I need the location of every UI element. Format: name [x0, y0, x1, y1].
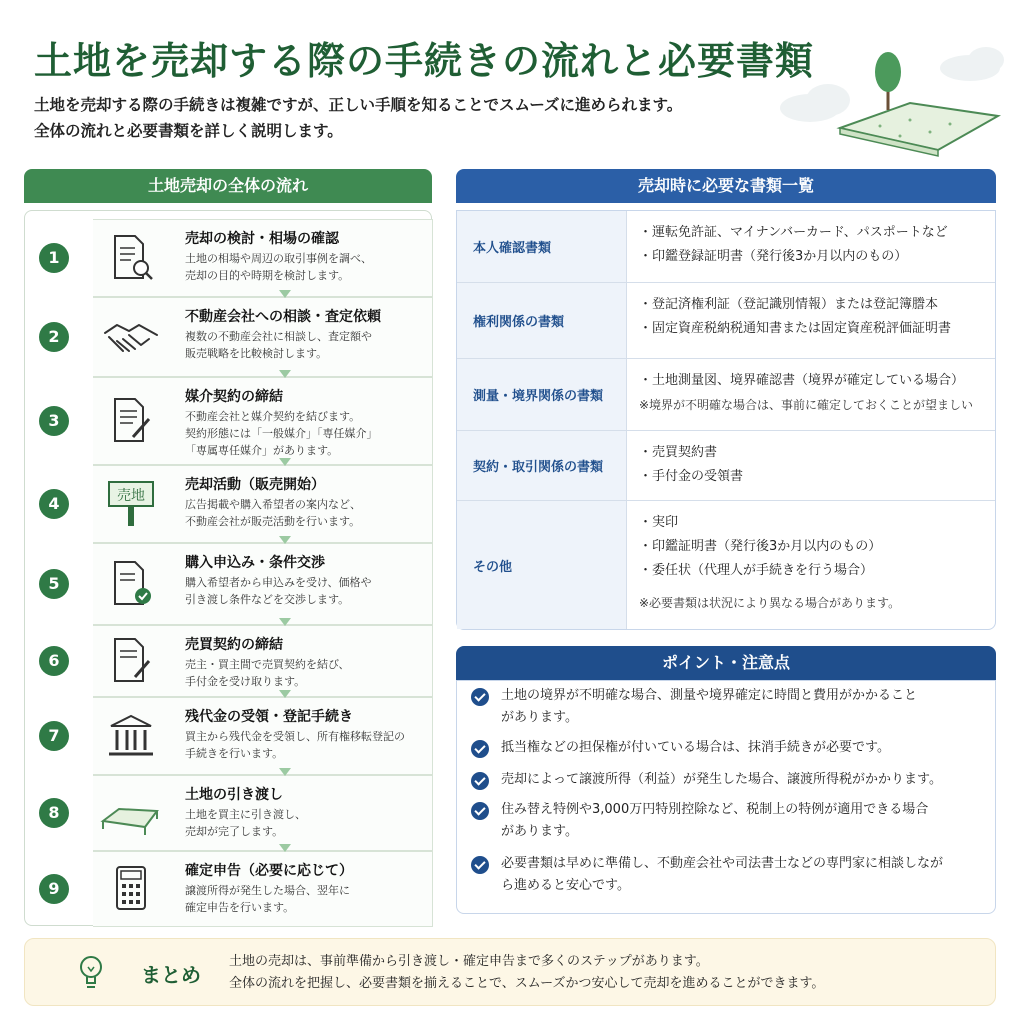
svg-text:売地: 売地	[117, 488, 145, 504]
doc-category: 契約・取引関係の書類	[457, 431, 627, 500]
step-title: 媒介契約の締結	[185, 389, 283, 405]
handshake-icon	[99, 311, 163, 363]
step-title: 土地の引き渡し	[185, 787, 283, 803]
point-item: 抵当権などの担保権が付いている場合は、抹消手続きが必要です。	[471, 737, 991, 759]
sale-sign-icon	[99, 478, 163, 530]
step-number: 1	[39, 243, 69, 273]
doc-items: ・土地測量図、境界確認書（境界が確定している場合） ※境界が不明確な場合は、事前に確定しておくことが望ましい	[639, 373, 974, 412]
flow-step-3	[48, 377, 433, 465]
doc-row	[457, 431, 995, 501]
step-desc: 買主から残代金を受領し、所有権移転登記の 手続きを行います。	[185, 730, 405, 760]
flow-step-4	[48, 465, 433, 543]
points-panel	[456, 680, 996, 914]
doc-row	[457, 211, 995, 283]
flow-arrow	[279, 290, 291, 298]
summary-label: まとめ	[141, 963, 201, 987]
contract-pen-icon	[99, 395, 163, 447]
flow-arrow	[279, 618, 291, 626]
flow-arrow	[279, 844, 291, 852]
step-desc: 複数の不動産会社に相談し、査定額や 販売戦略を比較検討します。	[185, 330, 372, 360]
flow-step-6	[48, 625, 433, 697]
step-desc: 土地を買主に引き渡し、 売却が完了します。	[185, 808, 306, 838]
points-heading: ポイント・注意点	[456, 646, 996, 680]
summary-text: 土地の売却は、事前準備から引き渡し・確定申告まで多くのステップがあります。 全体の流れを把握し、必要書類を揃えることで、スムーズかつ安心して売却を進めることができます。	[229, 954, 825, 991]
point-item: 土地の境界が不明確な場合、測量や境界確定に時間と費用がかかること があります。	[471, 685, 991, 729]
flow-step-9	[48, 851, 433, 927]
check-icon	[471, 772, 489, 790]
land-plot-icon	[99, 787, 163, 839]
doc-category: 本人確認書類	[457, 211, 627, 282]
step-desc: 不動産会社と媒介契約を結びます。 契約形態には「一般媒介」「専任媒介」 「専属専任媒介」があります。	[185, 410, 378, 457]
check-icon	[471, 740, 489, 758]
flow-step-2	[48, 297, 433, 377]
summary-panel	[24, 938, 996, 1006]
point-item: 住み替え特例や3,000万円特別控除など、税制上の特例が適用できる場合 があります。	[471, 799, 991, 843]
doc-items: ・実印 ・印鑑証明書（発行後3か月以内のもの） ・委任状（代理人が手続きを行う場合） ※必要書類は状況により異なる場合があります。	[639, 515, 901, 610]
point-item: 必要書類は早めに準備し、不動産会社や司法書士などの専門家に相談しなが ら進めると安心です。	[471, 853, 991, 897]
flow-steps	[48, 219, 433, 927]
check-icon	[471, 688, 489, 706]
intro-text	[34, 92, 682, 144]
doc-items: ・売買契約書 ・手付金の受領書	[639, 445, 744, 484]
flow-arrow	[279, 458, 291, 466]
flow-arrow	[279, 768, 291, 776]
flow-step-7	[48, 697, 433, 775]
intro-line: 土地を売却する際の手続きは複雑ですが、正しい手順を知ることでスムーズに進められます。	[34, 96, 683, 114]
doc-row	[457, 501, 995, 629]
step-title: 残代金の受領・登記手続き	[185, 709, 353, 725]
doc-items: ・運転免許証、マイナンバーカード、パスポートなど ・印鑑登録証明書（発行後3か月以内のもの）	[639, 225, 948, 264]
doc-row	[457, 359, 995, 431]
document-search-icon	[99, 232, 163, 284]
step-number: 9	[39, 874, 69, 904]
step-title: 確定申告（必要に応じて）	[185, 863, 353, 879]
doc-category: 権利関係の書類	[457, 283, 627, 358]
step-number: 8	[39, 798, 69, 828]
flow-arrow	[279, 690, 291, 698]
step-title: 売却の検討・相場の確認	[185, 231, 339, 247]
step-number: 3	[39, 406, 69, 436]
doc-category: その他	[457, 501, 627, 629]
step-title: 不動産会社への相談・査定依頼	[185, 309, 381, 325]
flow-step-8	[48, 775, 433, 851]
doc-items: ・登記済権利証（登記識別情報）または登記簿謄本 ・固定資産税納税通知書または固定資産税評価証明書	[639, 297, 952, 336]
contract-sign-icon	[99, 635, 163, 687]
step-number: 5	[39, 569, 69, 599]
flow-step-5	[48, 543, 433, 625]
step-number: 6	[39, 646, 69, 676]
flow-arrow	[279, 370, 291, 378]
lightbulb-icon	[75, 953, 107, 993]
step-number: 7	[39, 721, 69, 751]
flow-heading: 土地売却の全体の流れ	[24, 169, 432, 203]
step-desc: 広告掲載や購入希望者の案内など、 不動産会社が販売活動を行います。	[185, 498, 361, 528]
point-item: 売却によって譲渡所得（利益）が発生した場合、譲渡所得税がかかります。	[471, 769, 991, 791]
doc-row	[457, 283, 995, 359]
step-title: 売買契約の締結	[185, 637, 283, 653]
flow-step-1	[48, 219, 433, 297]
step-number: 2	[39, 322, 69, 352]
document-check-icon	[99, 558, 163, 610]
flow-arrow	[279, 536, 291, 544]
documents-table	[456, 210, 996, 630]
step-number: 4	[39, 489, 69, 519]
flow-panel	[24, 210, 432, 926]
step-title: 売却活動（販売開始）	[185, 477, 325, 493]
step-title: 購入申込み・条件交渉	[185, 555, 325, 571]
check-icon	[471, 856, 489, 874]
step-desc: 購入希望者から申込みを受け、価格や 引き渡し条件などを交渉します。	[185, 576, 372, 606]
land-tree-illustration	[770, 38, 1020, 168]
page-title: 土地を売却する際の手続きの流れと必要書類	[34, 39, 815, 83]
step-desc: 土地の相場や周辺の取引事例を調べ、 売却の目的や時期を検討します。	[185, 252, 372, 282]
step-desc: 譲渡所得が発生した場合、翌年に 確定申告を行います。	[185, 884, 350, 914]
bank-icon	[99, 710, 163, 762]
calculator-icon	[99, 863, 163, 915]
intro-line: 全体の流れと必要書類を詳しく説明します。	[34, 122, 343, 140]
documents-heading: 売却時に必要な書類一覧	[456, 169, 996, 203]
check-icon	[471, 802, 489, 820]
doc-category: 測量・境界関係の書類	[457, 359, 627, 430]
step-desc: 売主・買主間で売買契約を結び、 手付金を受け取ります。	[185, 658, 350, 688]
